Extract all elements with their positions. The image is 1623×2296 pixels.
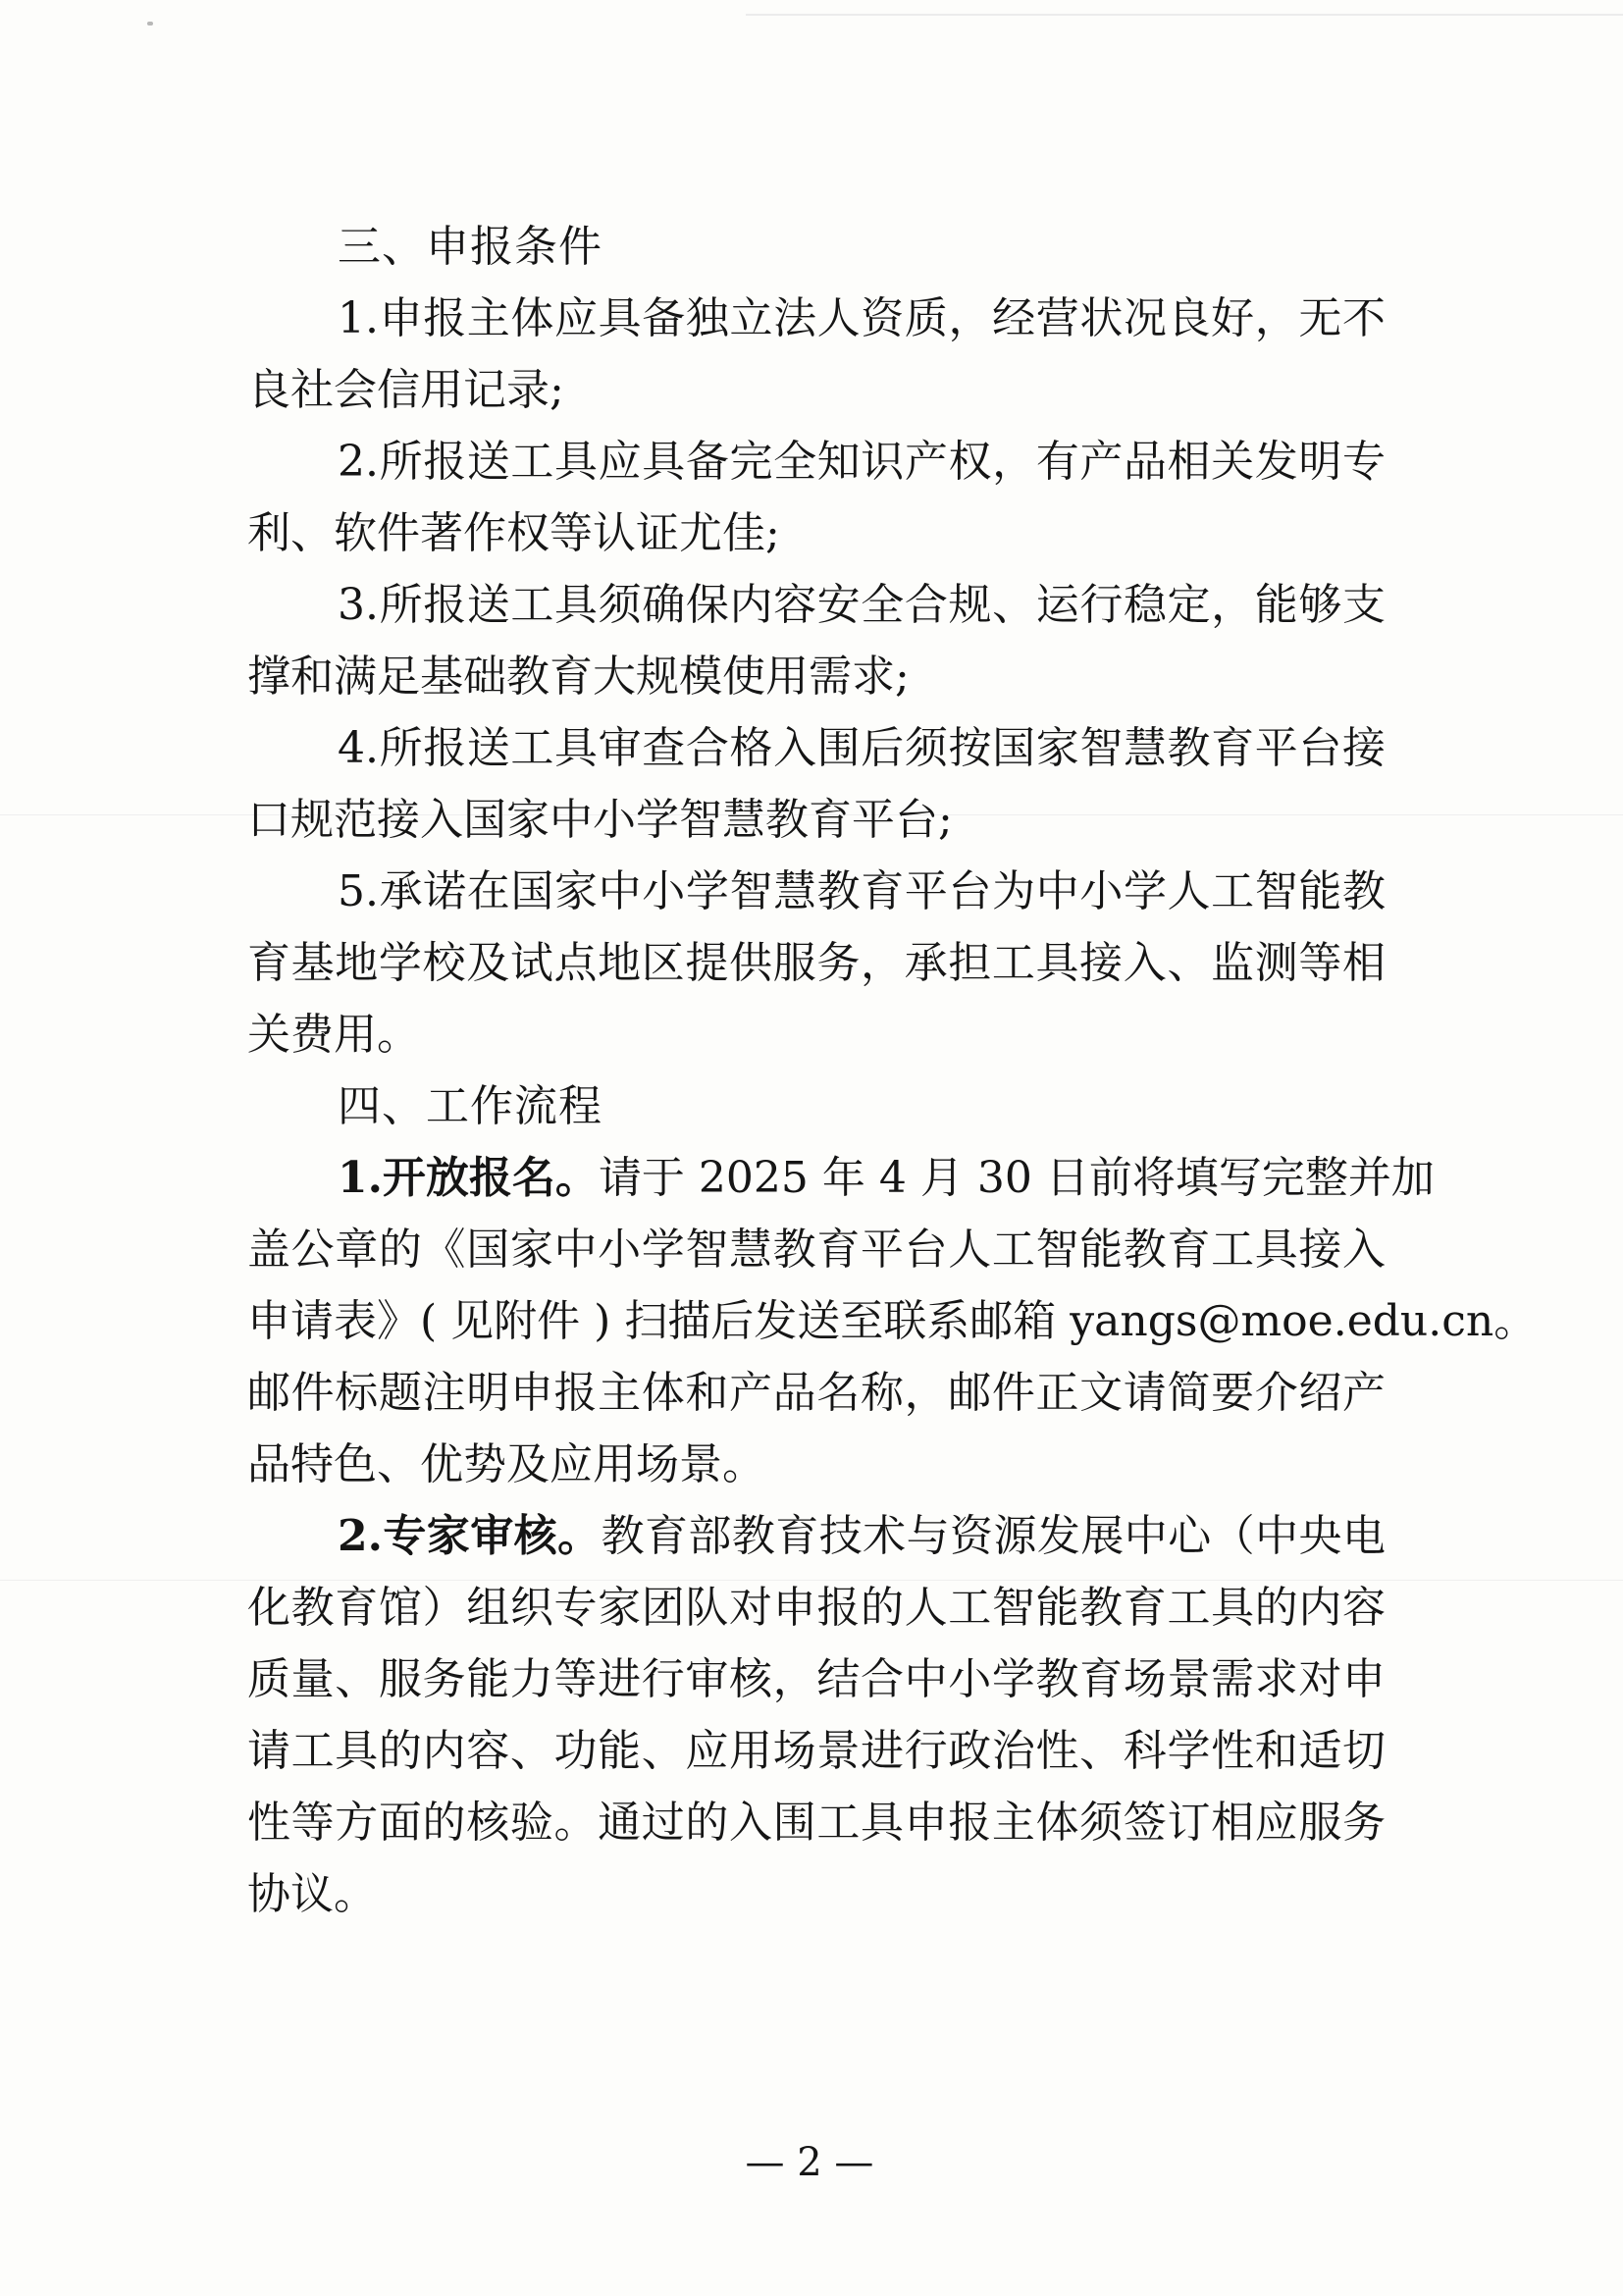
section-4-heading: 四、工作流程 xyxy=(338,1081,602,1131)
section-4-step-2-line-4: 请工具的内容、功能、应用场景进行政治性、科学性和适切 xyxy=(247,1726,1386,1776)
section-3-heading: 三、申报条件 xyxy=(338,222,602,272)
section-4-step-2-line-3: 质量、服务能力等进行审核，结合中小学教育场景需求对申 xyxy=(247,1654,1386,1704)
section-4-step-1-line-4: 邮件标题注明申报主体和产品名称，邮件正文请简要介绍产 xyxy=(247,1368,1386,1418)
section-3-item-5-line-3: 关费用。 xyxy=(247,1010,420,1060)
section-3-item-5-line-1: 5.承诺在国家中小学智慧教育平台为中小学人工智能教 xyxy=(338,866,1386,916)
section-3-item-4-line-2: 口规范接入国家中小学智慧教育平台; xyxy=(247,795,953,845)
section-4-step-1-line-1 xyxy=(247,1142,1435,1214)
section-4-step-2-line-5: 性等方面的核验。通过的入围工具申报主体须签订相应服务 xyxy=(247,1798,1386,1848)
section-3-item-5-line-2: 育基地学校及试点地区提供服务，承担工具接入、监测等相 xyxy=(247,938,1386,988)
section-4-step-1-line-3: 申请表》( 见附件 ) 扫描后发送至联系邮箱 yangs@moe.edu.cn。 xyxy=(247,1296,1538,1346)
page-number: — 2 — xyxy=(745,2140,874,2185)
section-4-step-1-line-2: 盖公章的《国家中小学智慧教育平台人工智能教育工具接入 xyxy=(247,1225,1386,1275)
section-3-item-1-line-2: 良社会信用记录; xyxy=(247,365,564,415)
document-content xyxy=(247,211,1538,1930)
section-3-item-3-line-2: 撑和满足基础教育大规模使用需求; xyxy=(247,652,910,702)
step-2-label: 2.专家审核。 xyxy=(338,1511,602,1561)
scan-top-rule xyxy=(746,14,1623,16)
section-3-item-4-line-1: 4.所报送工具审查合格入围后须按国家智慧教育平台接 xyxy=(338,723,1386,773)
section-3-item-2-line-1: 2.所报送工具应具备完全知识产权，有产品相关发明专 xyxy=(338,437,1386,487)
scan-mark xyxy=(147,22,153,26)
section-3-item-1-line-1: 1.申报主体应具备独立法人资质，经营状况良好，无不 xyxy=(338,293,1386,343)
step-2-text: 教育部教育技术与资源发展中心（中央电 xyxy=(601,1511,1386,1561)
section-3-item-2-line-2: 利、软件著作权等认证尤佳; xyxy=(247,508,780,558)
step-1-text: 请于 2025 年 4 月 30 日前将填写完整并加 xyxy=(598,1153,1435,1203)
section-4-step-1-line-5: 品特色、优势及应用场景。 xyxy=(247,1439,765,1489)
step-1-label: 1.开放报名。 xyxy=(338,1153,599,1203)
section-4-step-2-line-2: 化教育馆）组织专家团队对申报的人工智能教育工具的内容 xyxy=(247,1583,1386,1633)
section-4-step-2-line-1 xyxy=(247,1500,1386,1572)
section-4-step-2-line-6: 协议。 xyxy=(247,1869,377,1919)
section-3-item-3-line-1: 3.所报送工具须确保内容安全合规、运行稳定，能够支 xyxy=(338,580,1386,630)
